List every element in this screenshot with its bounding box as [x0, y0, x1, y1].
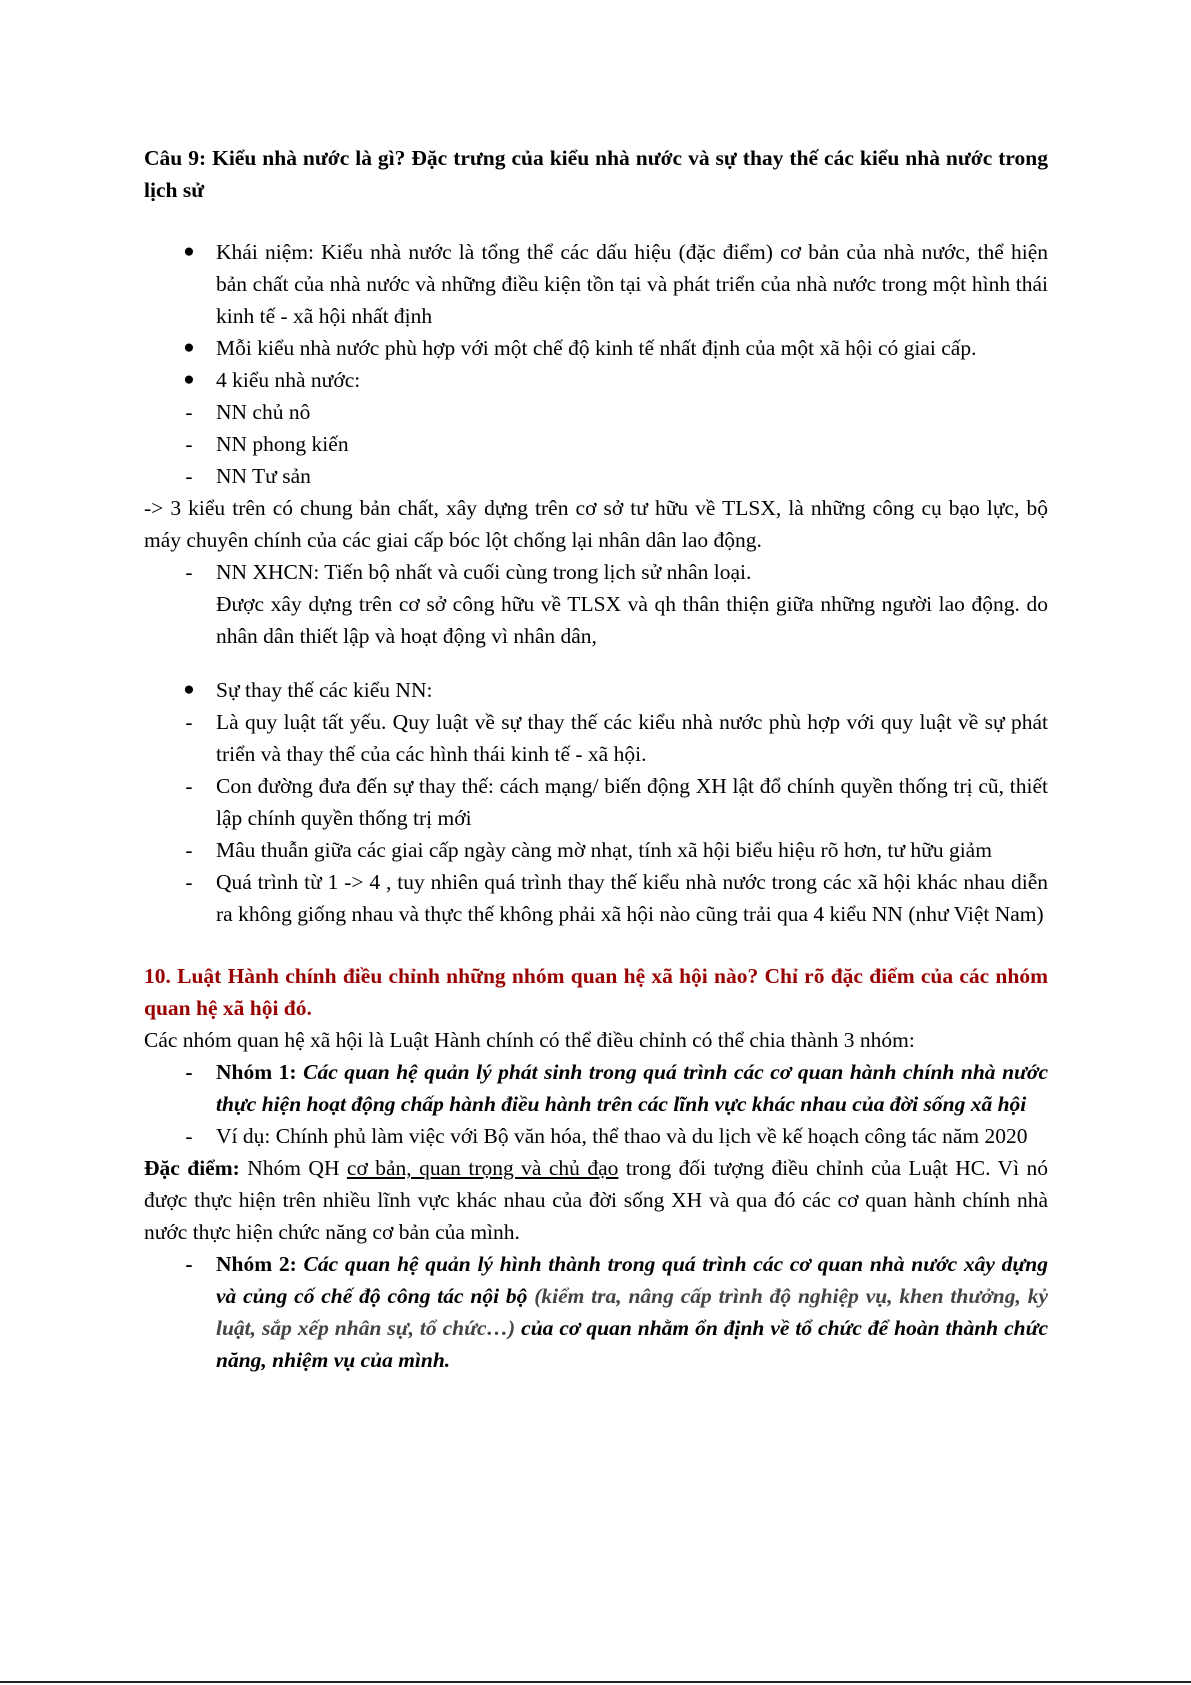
group-2-text-a: Các quan hệ quản lý hình thành trong quá trình các cơ quan nhà nước xây dựng và củng cố chế độ công tác nội bộ — [216, 1252, 1049, 1308]
dash-item-replacement — [144, 706, 1048, 770]
type-text: NN chủ nô — [216, 400, 311, 424]
dash-item-group-2 — [144, 1248, 1048, 1376]
concept-text: Khái niệm: Kiểu nhà nước là tổng thể các dấu hiệu (đặc điểm) cơ bản của nhà nước, thể hiện bản chất của nhà nước và những điều kiện tồn tại và phát triển của nhà nước trong một hình thái kinh tế - xã hội nhất định — [216, 240, 1048, 328]
dash-marker: - — [185, 838, 193, 862]
four-types-text: 4 kiểu nhà nước: — [216, 368, 361, 392]
group-2-text-c: của cơ quan nhằm ổn định về tổ chức để hoàn thành chức năng, nhiệm vụ của mình. — [216, 1316, 1049, 1372]
dash-marker: - — [185, 400, 193, 424]
bullet-marker: ● — [183, 337, 195, 358]
summary-paragraph: -> 3 kiểu trên có chung bản chất, xây dựng trên cơ sở tư hữu về TLSX, là những công cụ bạo lực, bộ máy chuyên chính của các giai cấp bóc lột chống lại nhân dân lao động. — [144, 496, 1048, 552]
group-1-label: Nhóm 1: — [216, 1060, 297, 1084]
dash-marker: - — [185, 1252, 193, 1276]
spacer — [144, 930, 1048, 960]
bullet-item-each-type — [144, 332, 1048, 364]
dash-marker: - — [185, 1060, 193, 1084]
dash-marker: - — [185, 1124, 193, 1148]
bullet-marker: ● — [183, 679, 195, 700]
dash-marker: - — [185, 432, 193, 456]
feature-label: Đặc điểm: — [144, 1156, 240, 1180]
dash-item-replacement — [144, 770, 1048, 834]
feature-post: trong đối tượng điều chỉnh của Luật HC. Vì nó được thực hiện trên nhiều lĩnh vực khác nhau của đời sống XH và qua đó các cơ quan hành chính nhà nước thực hiện chức năng cơ bản của mình. — [144, 1156, 1048, 1244]
dash-item-type — [144, 428, 1048, 460]
dash-item-example — [144, 1120, 1048, 1152]
dash-item-type — [144, 396, 1048, 428]
feature-paragraph — [144, 1152, 1048, 1248]
dash-marker: - — [185, 560, 193, 584]
each-type-text: Mỗi kiểu nhà nước phù hợp với một chế độ kinh tế nhất định của một xã hội có giai cấp. — [216, 336, 977, 360]
group-2-text-b: (kiểm tra, nâng cấp trình độ nghiệp vụ, khen thưởng, kỷ luật, sắp xếp nhân sự, tổ chức…) — [216, 1284, 1048, 1340]
feature-underlined: cơ bản, quan trọng và chủ đạo — [346, 1156, 619, 1180]
type-text: NN phong kiến — [216, 432, 349, 456]
replacement-text: Là quy luật tất yếu. Quy luật về sự thay thế các kiểu nhà nước phù hợp với quy luật về sự phát triển và thay thế của các hình thái kinh tế - xã hội. — [216, 710, 1048, 766]
dash-item-group-1 — [144, 1056, 1048, 1120]
dash-item-replacement — [144, 866, 1048, 930]
dash-marker: - — [185, 870, 193, 894]
question-10-title: 10. Luật Hành chính điều chỉnh những nhóm quan hệ xã hội nào? Chỉ rõ đặc điểm của các nhóm quan hệ xã hội đó. — [144, 964, 1048, 1020]
dash-marker: - — [185, 710, 193, 734]
dash-item-type — [144, 460, 1048, 492]
bullet-marker: ● — [183, 241, 195, 262]
replacement-heading: Sự thay thế các kiểu NN: — [216, 678, 433, 702]
replacement-text: Con đường đưa đến sự thay thế: cách mạng/ biến động XH lật đổ chính quyền thống trị cũ, thiết lập chính quyền thống trị mới — [216, 774, 1048, 830]
bullet-item-replacement — [144, 674, 1048, 706]
spacer — [144, 652, 1048, 674]
xhcn-line-1: NN XHCN: Tiến bộ nhất và cuối cùng trong lịch sử nhân loại. — [216, 560, 752, 584]
question-9-title: Câu 9: Kiểu nhà nước là gì? Đặc trưng của kiểu nhà nước và sự thay thế các kiểu nhà nước trong lịch sử — [144, 146, 1048, 202]
group-2-label: Nhóm 2: — [216, 1252, 297, 1276]
dash-marker: - — [185, 774, 193, 798]
dash-item-replacement — [144, 834, 1048, 866]
bullet-marker: ● — [183, 369, 195, 390]
page-bottom-border — [0, 1681, 1191, 1683]
document-page — [144, 142, 1048, 1376]
example-text: Ví dụ: Chính phủ làm việc với Bộ văn hóa, thể thao và du lịch về kế hoạch công tác năm 2020 — [216, 1124, 1028, 1148]
q10-intro: Các nhóm quan hệ xã hội là Luật Hành chính có thể điều chỉnh có thể chia thành 3 nhóm: — [144, 1028, 915, 1052]
feature-pre: Nhóm QH — [247, 1156, 340, 1180]
replacement-text: Quá trình từ 1 -> 4 , tuy nhiên quá trình thay thế kiểu nhà nước trong các xã hội khác nhau diễn ra không giống nhau và thực thế không phải xã hội nào cũng trải qua 4 kiểu NN (như Việt Nam) — [216, 870, 1048, 926]
bullet-item-four-types — [144, 364, 1048, 396]
xhcn-line-2: Được xây dựng trên cơ sở công hữu về TLSX và qh thân thiện giữa những người lao động. do nhân dân thiết lập và hoạt động vì nhân dân, — [216, 592, 1048, 648]
dash-item-xhcn — [144, 556, 1048, 652]
replacement-text: Mâu thuẫn giữa các giai cấp ngày càng mờ nhạt, tính xã hội biểu hiệu rõ hơn, tư hữu giảm — [216, 838, 992, 862]
group-1-text: Các quan hệ quản lý phát sinh trong quá trình các cơ quan hành chính nhà nước thực hiện hoạt động chấp hành điều hành trên các lĩnh vực khác nhau của đời sống xã hội — [216, 1060, 1048, 1116]
type-text: NN Tư sản — [216, 464, 311, 488]
bullet-item-concept — [144, 236, 1048, 332]
dash-marker: - — [185, 464, 193, 488]
